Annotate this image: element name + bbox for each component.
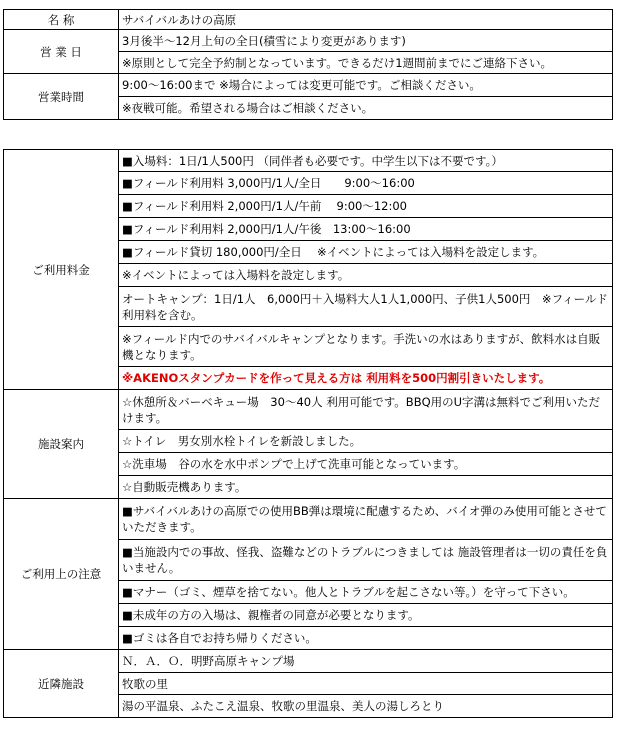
- fee-item: ■フィールド貸切 180,000円/全日 ※イベントによっては入場料を設定します。: [119, 241, 613, 264]
- business-days-cell: 3月後半～12月上旬の全日(積雪により変更があります): [119, 30, 613, 52]
- fee-item: ※イベントによっては入場料を設定します。: [119, 264, 613, 287]
- fee-item: ■フィールド利用料 2,000円/1人/午前 9:00～12:00: [119, 195, 613, 218]
- business-hours-cell: ※夜戦可能。希望される場合はご相談ください。: [119, 97, 613, 120]
- fee-item: ■フィールド利用料 2,000円/1人/午後 13:00～16:00: [119, 218, 613, 241]
- notes-label: ご利用上の注意: [4, 499, 119, 650]
- name-value: サバイバルあけの高原: [119, 10, 613, 30]
- stamp-card-discount-note: ※AKENOスタンプカードを作って見える方は 利用料を500円割引きいたします。: [119, 367, 613, 390]
- note-item: ■当施設内での事故、怪我、盗難などのトラブルにつきましては 施設管理者は一切の責任を負いません。: [119, 540, 613, 581]
- fee-item: ※フィールド内でのサバイバルキャンプとなります。手洗いの水はありますが、飲料水は自販機となります。: [119, 327, 613, 367]
- note-item: ■未成年の方の入場は、親権者の同意が必要となります。: [119, 604, 613, 627]
- facility-item: ☆トイレ 男女別水栓トイレを新設しました。: [119, 430, 613, 453]
- basic-info-table: [3, 9, 613, 120]
- details-table: [3, 149, 613, 718]
- nearby-item: 牧歌の里: [119, 673, 613, 695]
- fee-item: オートキャンプ：1日/1人 6,000円＋入場料大人1人1,000円、子供1人500円 ※フィールド利用料を含む。: [119, 287, 613, 327]
- fees-label: ご利用料金: [4, 150, 119, 390]
- facility-item: ☆自動販売機あります。: [119, 476, 613, 499]
- name-label: 名 称: [4, 10, 119, 30]
- facility-item: ☆休憩所＆バーベキュー場 30～40人 利用可能です。BBQ用のU字溝は無料でご利用いただけます。: [119, 390, 613, 430]
- fee-item: ■フィールド利用料 3,000円/1人/全日 9:00～16:00: [119, 172, 613, 195]
- business-days-label: 営 業 日: [4, 30, 119, 74]
- note-item: ■サバイバルあけの高原での使用BB弾は環境に配慮するため、バイオ弾のみ使用可能とさせていただきます。: [119, 499, 613, 540]
- facilities-label: 施設案内: [4, 390, 119, 499]
- business-hours-label: 営業時間: [4, 74, 119, 120]
- fee-item: ■入場料：1日/1人500円 （同伴者も必要です。中学生以下は不要です。）: [119, 150, 613, 172]
- business-days-cell: ※原則として完全予約制となっています。できるだけ1週間前までにご連絡下さい。: [119, 52, 613, 74]
- nearby-label: 近隣施設: [4, 650, 119, 718]
- nearby-item: Ｎ．Ａ．Ｏ．明野高原キャンプ場: [119, 650, 613, 673]
- business-hours-cell: 9:00～16:00まで ※場合によっては変更可能です。ご相談ください。: [119, 74, 613, 97]
- note-item: ■ゴミは各自でお持ち帰りください。: [119, 627, 613, 650]
- note-item: ■マナー（ゴミ、煙草を捨てない。他人とトラブルを起こさない等。）を守って下さい。: [119, 581, 613, 604]
- nearby-item: 湯の平温泉、ふたこえ温泉、牧歌の里温泉、美人の湯しろとり: [119, 695, 613, 718]
- facility-item: ☆洗車場 谷の水を水中ポンプで上げて洗車可能となっています。: [119, 453, 613, 476]
